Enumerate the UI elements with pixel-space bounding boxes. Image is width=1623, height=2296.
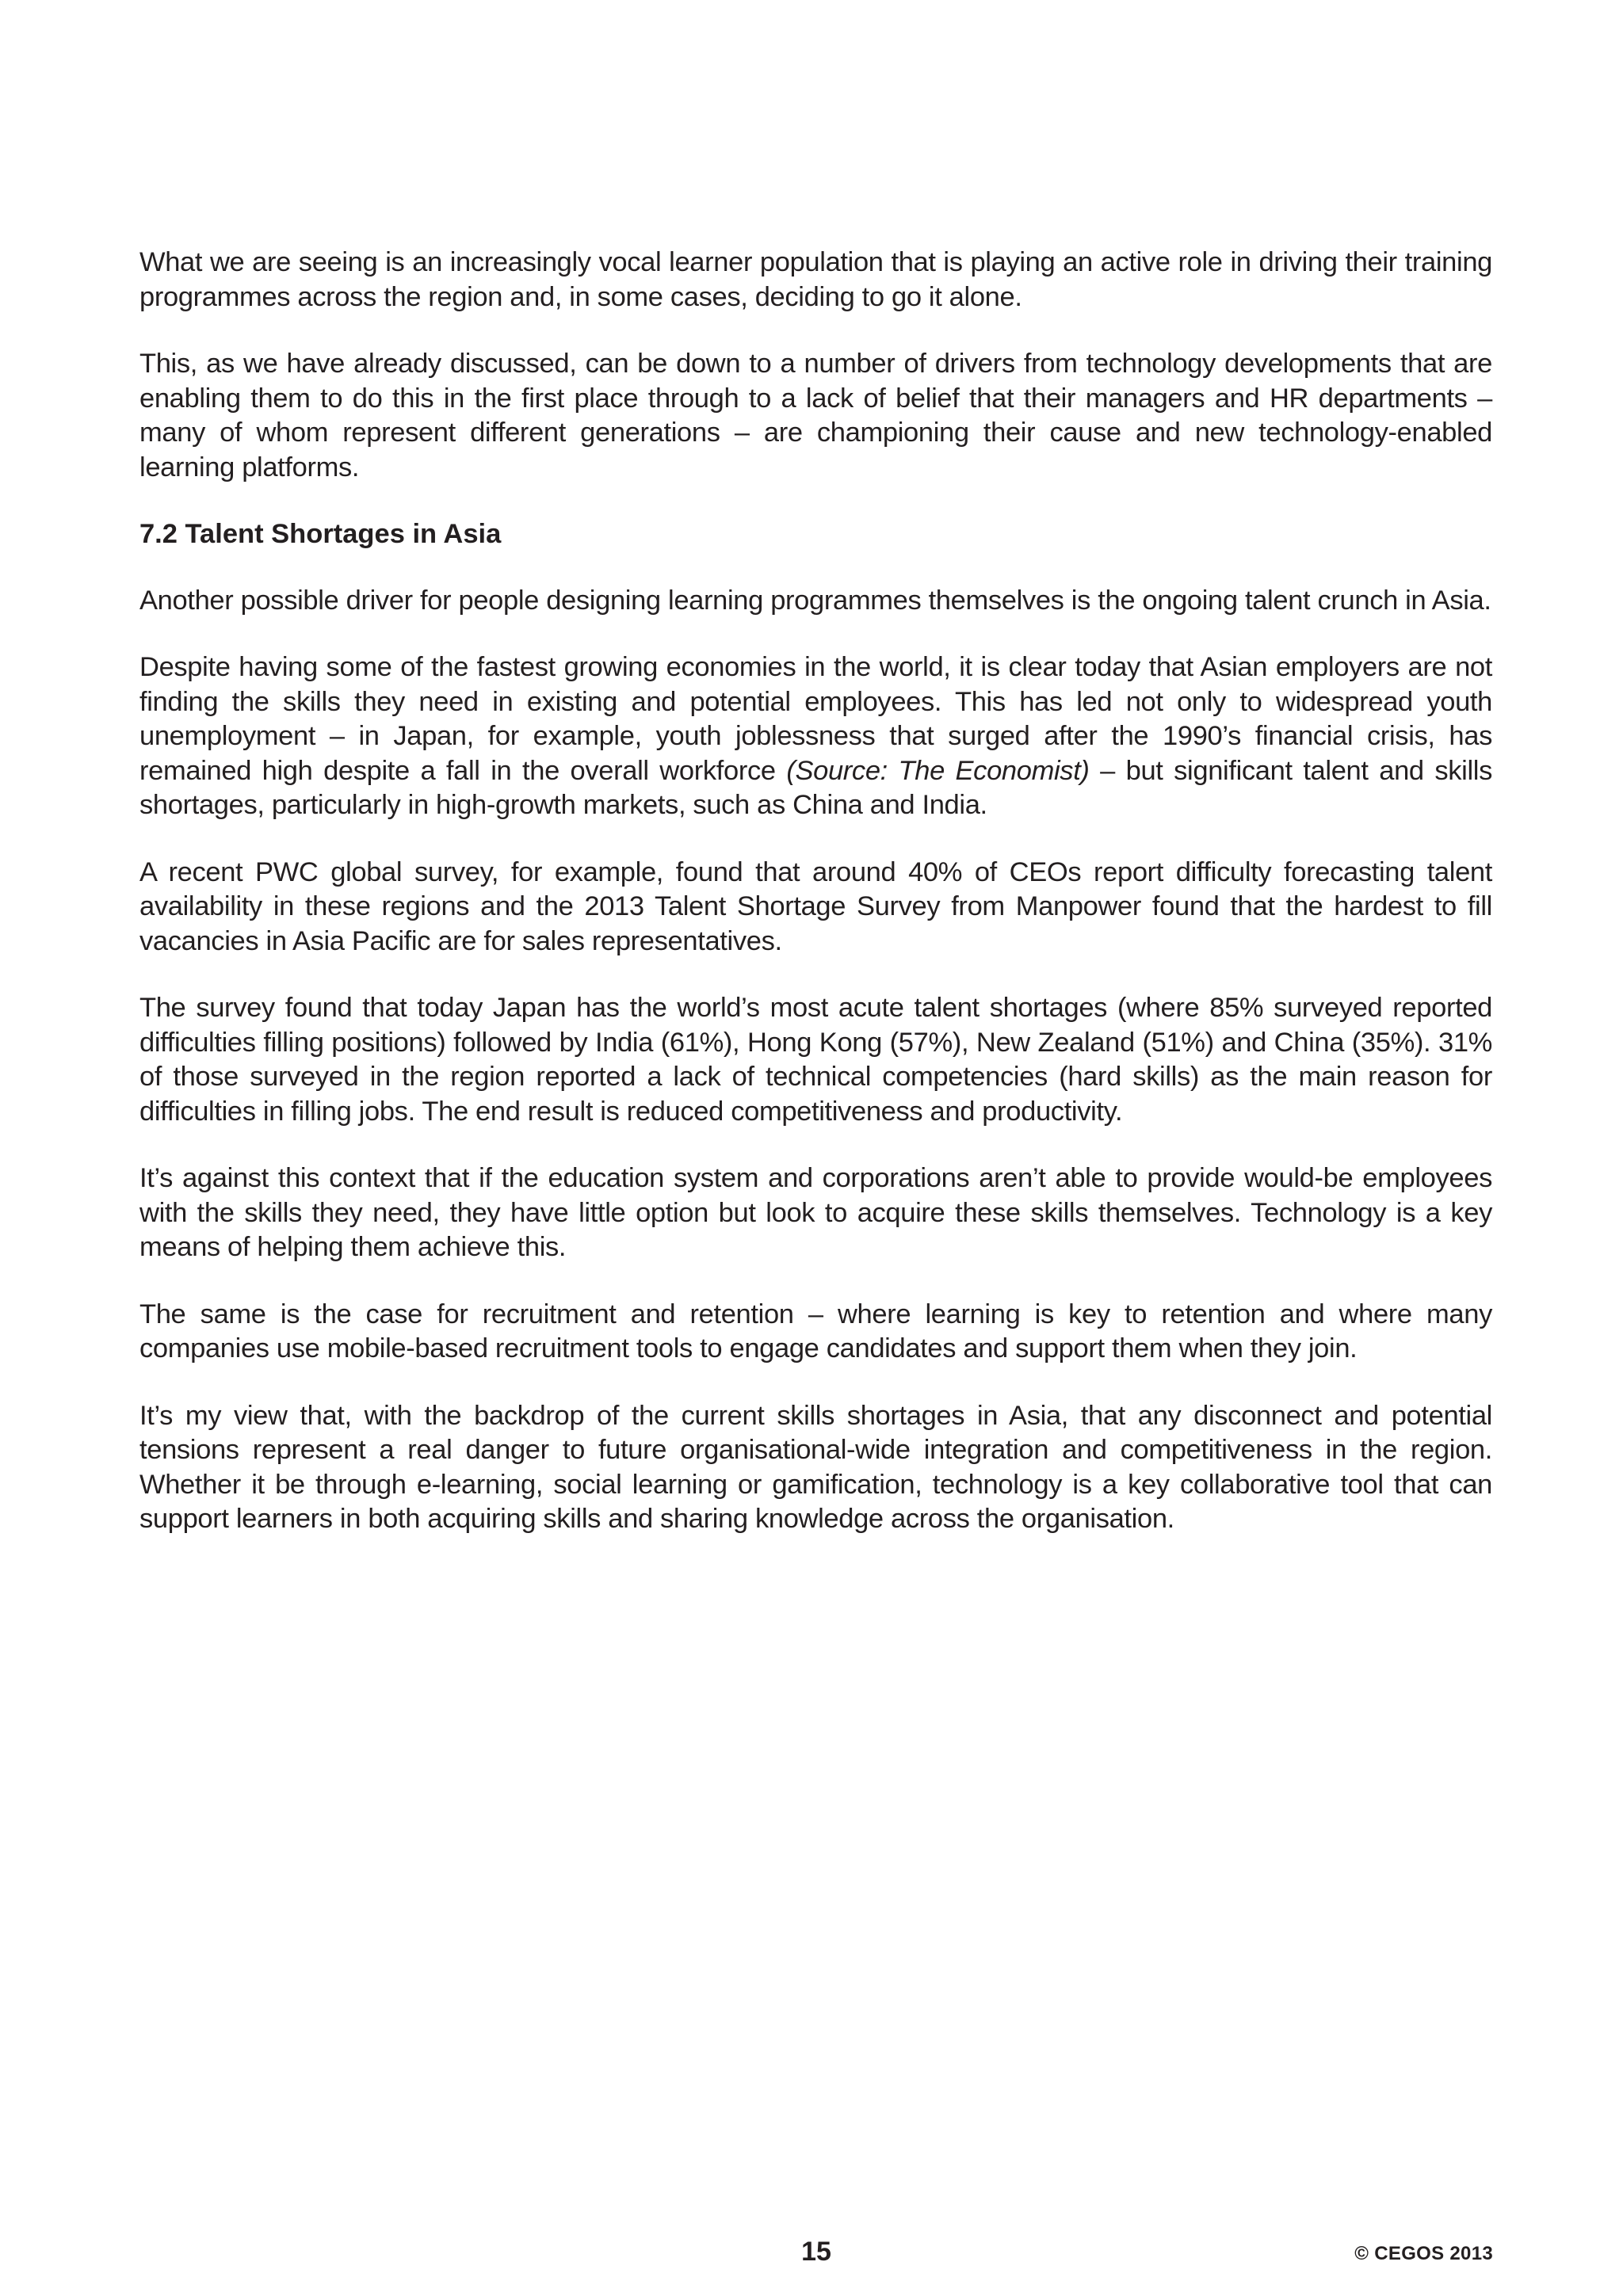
page-body xyxy=(139,246,1492,1569)
source-citation: (Source: The Economist) xyxy=(786,755,1090,786)
paragraph-talent-crunch: Another possible driver for people designing learning programmes themselves is the ongoing talent crunch in Asia. xyxy=(139,585,1491,616)
section-heading: 7.2 Talent Shortages in Asia xyxy=(139,519,502,549)
paragraph-asian-economies xyxy=(139,650,1492,823)
paragraph-survey-results: The survey found that today Japan has the world’s most acute talent shortages (where 85% surveyed reported difficulties filling positions) followed by India (61%), Hong Kong (57%), New Zealand (51%) and China (35%). 31% of those surveyed in the region reported a lack of technical competencies (hard skills) as the main reason for difficulties in filling jobs. The end result is reduced competitiveness and productivity. xyxy=(139,993,1492,1127)
paragraph-learner-population: What we are seeing is an increasingly vocal learner population that is playing an active role in driving their training programmes across the region and, in some cases, deciding to go it alone. xyxy=(139,247,1492,312)
copyright-notice: © CEGOS 2013 xyxy=(1354,2243,1493,2264)
paragraph-text: – but significant talent and skills shortages, particularly in high-growth markets, such as China and India. xyxy=(139,755,1492,820)
paragraph-pwc-survey: A recent PWC global survey, for example, found that around 40% of CEOs report difficulty forecasting talent availability in these regions and the 2013 Talent Shortage Survey from Manpower found that the hardest to fill vacancies in Asia Pacific are for sales representatives. xyxy=(139,856,1492,956)
paragraph-context: It’s against this context that if the education system and corporations aren’t able to provide would-be employees with the skills they need, they have little option but look to acquire these skills themselves. Technology is a key means of helping them achieve this. xyxy=(139,1163,1492,1262)
paragraph-recruitment: The same is the case for recruitment and retention – where learning is key to retention and where many companies use mobile-based recruitment tools to engage candidates and support them when they join. xyxy=(139,1299,1492,1363)
paragraph-drivers: This, as we have already discussed, can be down to a number of drivers from technology developments that are enabling them to do this in the first place through to a lack of belief that their managers and HR departments – many of whom represent different generations – are championing their cause and new technology-enabled learning platforms. xyxy=(139,349,1492,482)
paragraph-text: Despite having some of the fastest growing economies in the world, it is clear today that Asian employers are not finding the skills they need in existing and potential employees. This has led not only to widespread youth unemployment – in Japan, for example, youth joblessness that surged after the 1990’s financial crisis, has remained high despite a fall in the overall workforce xyxy=(139,652,1492,786)
page-number: 15 xyxy=(801,2237,831,2267)
paragraph-view: It’s my view that, with the backdrop of the current skills shortages in Asia, that any disconnect and potential tensions represent a real danger to future organisational-wide integration and competitiveness in the region. Whether it be through e-learning, social learning or gamification, technology is a key collaborative tool that can support learners in both acquiring skills and sharing knowledge across the organisation. xyxy=(139,1400,1492,1534)
